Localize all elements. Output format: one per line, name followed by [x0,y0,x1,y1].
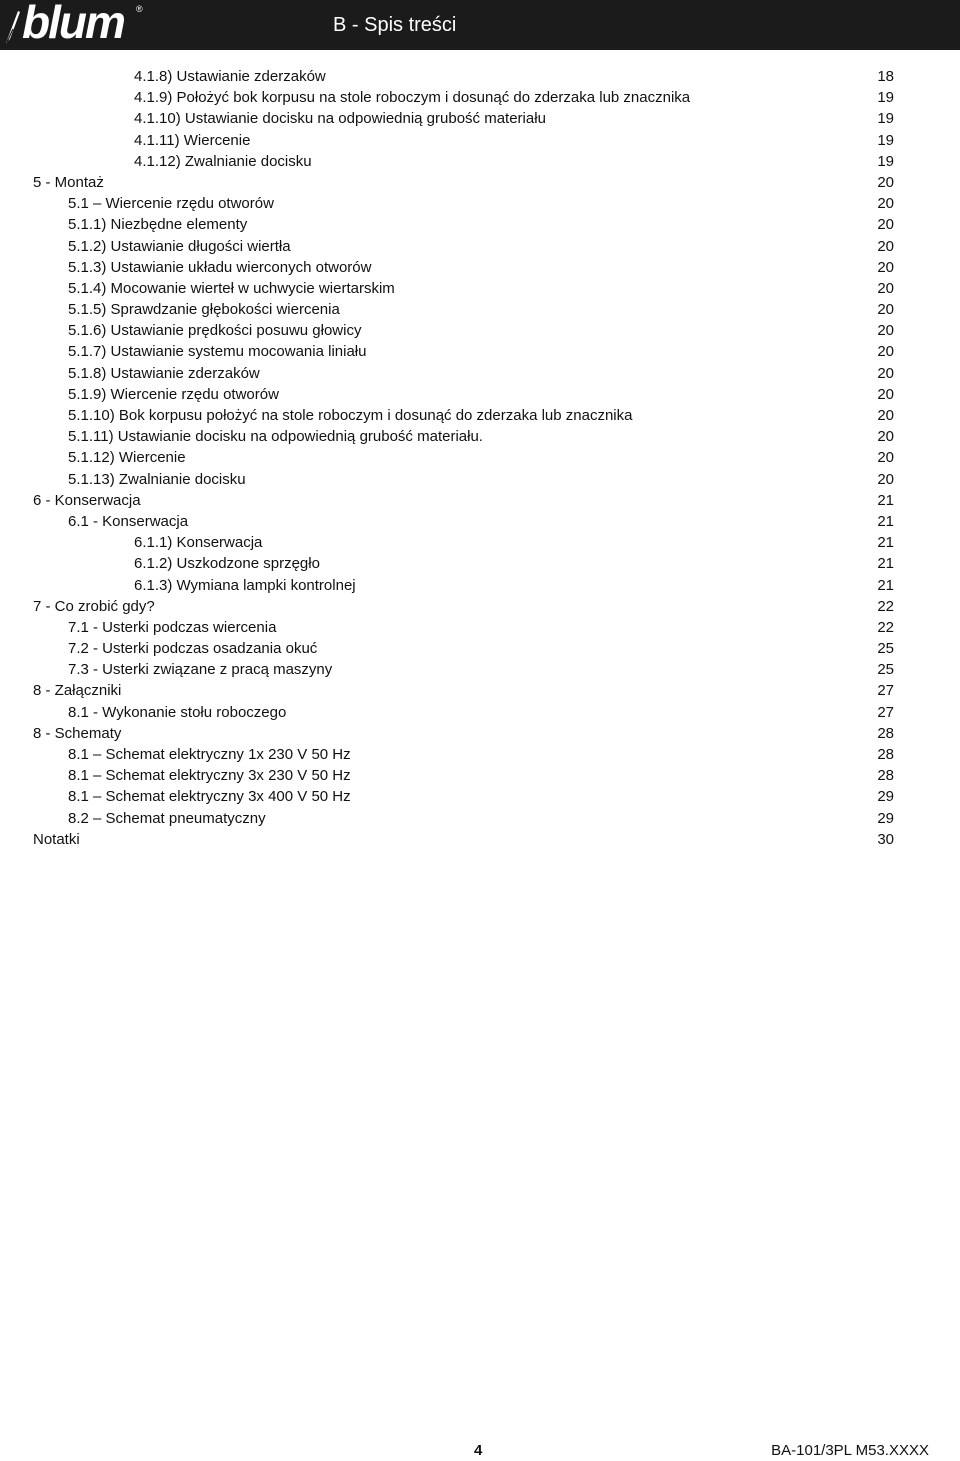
toc-entry-page: 28 [877,746,894,763]
toc-entry-title: 8.2 – Schemat pneumatyczny [68,809,266,827]
toc-entry-title: 4.1.11) Wiercenie [134,131,251,149]
toc-entry[interactable] [0,87,960,108]
toc-entry-page: 21 [877,491,894,509]
toc-entry[interactable] [0,808,960,829]
toc-entry-title: 8 - Schematy [33,724,122,742]
toc-entry-page: 20 [877,343,894,361]
document-code: BA-101/3PL M53.XXXX [771,1442,929,1459]
toc-entry-page: 18 [877,68,894,85]
toc-entry[interactable] [0,426,960,447]
toc-entry-page: 20 [877,173,894,191]
toc-entry-page: 19 [877,152,894,170]
toc-entry-page: 20 [877,322,894,340]
toc-entry-page: 20 [877,258,894,276]
toc-entry-page: 19 [877,131,894,149]
registered-mark: ® [136,4,143,14]
toc-entry-title: 8.1 - Wykonanie stołu roboczego [68,703,287,721]
toc-entry[interactable] [0,172,960,193]
toc-entry-page: 25 [877,640,894,658]
toc-entry[interactable] [0,447,960,468]
toc-entry[interactable] [0,236,960,257]
toc-entry-page: 29 [877,809,894,827]
toc-entry-title: 6.1.2) Uszkodzone sprzęgło [134,555,320,573]
toc-entry-page: 20 [877,301,894,319]
toc-entry-page: 20 [877,237,894,255]
toc-entry-title: 6 - Konserwacja [33,491,141,509]
toc-entry-page: 28 [877,767,894,785]
toc-entry[interactable] [0,108,960,129]
toc-entry-page: 30 [877,830,894,848]
toc-entry-title: 5.1 – Wiercenie rzędu otworów [68,195,274,213]
toc-entry-title: 5 - Montaż [33,173,104,191]
logo-wordmark: blum [22,0,124,48]
toc-entry-title: 8.1 – Schemat elektryczny 1x 230 V 50 Hz [68,746,351,763]
toc-entry-title: 5.1.5) Sprawdzanie głębokości wiercenia [68,301,340,319]
toc-entry[interactable] [0,214,960,235]
toc-entry-title: 7.1 - Usterki podczas wiercenia [68,618,277,636]
toc-entry-title: Notatki [33,830,80,848]
toc-entry[interactable] [0,532,960,553]
toc-entry-page: 27 [877,682,894,700]
blum-logo-mark-icon [4,9,22,45]
toc-entry-title: 4.1.10) Ustawianie docisku na odpowiednią grubość materiału [134,110,546,128]
page-title: B - Spis treści [333,14,457,36]
toc-entry-title: 7.2 - Usterki podczas osadzania okuć [68,640,318,658]
toc-entry[interactable] [0,659,960,680]
toc-entry[interactable] [0,320,960,341]
toc-entry-page: 29 [877,788,894,806]
toc-entry[interactable] [0,786,960,807]
toc-entry[interactable] [0,66,960,87]
toc-entry[interactable] [0,341,960,362]
toc-entry[interactable] [0,469,960,490]
toc-entry[interactable] [0,384,960,405]
toc-entry-title: 5.1.2) Ustawianie długości wiertła [68,237,291,255]
toc-entry-title: 4.1.9) Położyć bok korpusu na stole roboczym i dosunąć do zderzaka lub znacznika [134,89,691,107]
toc-entry-title: 5.1.1) Niezbędne elementy [68,216,248,234]
toc-entry-title: 6.1 - Konserwacja [68,512,189,530]
toc-entry-page: 20 [877,385,894,403]
toc-entry-title: 5.1.13) Zwalnianie docisku [68,470,246,488]
page-header [0,0,960,50]
toc-entry[interactable] [0,596,960,617]
toc-entry-title: 8.1 – Schemat elektryczny 3x 230 V 50 Hz [68,767,351,785]
toc-entry-page: 22 [877,597,894,615]
toc-entry[interactable] [0,829,960,850]
toc-entry-title: 5.1.8) Ustawianie zderzaków [68,364,260,382]
toc-entry-page: 20 [877,279,894,297]
toc-entry-title: 5.1.6) Ustawianie prędkości posuwu głowicy [68,322,362,340]
toc-entry-page: 27 [877,703,894,721]
toc-entry[interactable] [0,765,960,786]
toc-entry-page: 20 [877,216,894,234]
toc-entry[interactable] [0,299,960,320]
toc-entry-page: 20 [877,364,894,382]
toc-entry[interactable] [0,151,960,172]
toc-entry-title: 5.1.7) Ustawianie systemu mocowania liniału [68,343,367,361]
toc-entry-title: 8 - Załączniki [33,682,122,700]
toc-entry[interactable] [0,130,960,151]
toc-entry-page: 28 [877,724,894,742]
toc-entry-page: 20 [877,407,894,424]
toc-entry-title: 7 - Co zrobić gdy? [33,597,155,615]
toc-entry-page: 21 [877,576,894,594]
toc-entry[interactable] [0,511,960,532]
toc-entry[interactable] [0,575,960,596]
toc-entry-title: 7.3 - Usterki związane z pracą maszyny [68,661,333,679]
toc-entry-page: 20 [877,428,894,446]
toc-entry-page: 21 [877,534,894,552]
toc-entry-page: 20 [877,449,894,467]
toc-entry-page: 21 [877,555,894,573]
toc-entry-title: 5.1.12) Wiercenie [68,449,186,467]
toc-entry[interactable] [0,490,960,511]
toc-entry-title: 5.1.3) Ustawianie układu wierconych otworów [68,258,372,276]
toc-entry-page: 19 [877,110,894,128]
toc-entry-title: 8.1 – Schemat elektryczny 3x 400 V 50 Hz [68,788,351,806]
toc-entry-page: 19 [877,89,894,107]
toc-entry-title: 6.1.1) Konserwacja [134,534,263,552]
toc-entry-page: 21 [877,512,894,530]
toc-entry-title: 4.1.8) Ustawianie zderzaków [134,68,326,85]
toc-entry-title: 5.1.11) Ustawianie docisku na odpowiednią grubość materiału. [68,428,483,446]
toc-entry-title: 5.1.9) Wiercenie rzędu otworów [68,385,279,403]
toc-entry[interactable] [0,363,960,384]
toc-entry[interactable] [0,744,960,765]
toc-entry[interactable] [0,702,960,723]
blum-logo [4,0,154,48]
toc-entry[interactable] [0,680,960,701]
toc-entry[interactable] [0,193,960,214]
toc-entry-page: 20 [877,195,894,213]
toc-entry[interactable] [0,638,960,659]
toc-entry-title: 4.1.12) Zwalnianie docisku [134,152,312,170]
toc-entry[interactable] [0,723,960,744]
toc-entry-title: 5.1.10) Bok korpusu położyć na stole roboczym i dosunąć do zderzaka lub znacznika [68,407,633,424]
toc-entry-page: 25 [877,661,894,679]
table-of-contents [0,66,960,850]
toc-entry[interactable] [0,405,960,426]
toc-entry[interactable] [0,257,960,278]
toc-entry-title: 6.1.3) Wymiana lampki kontrolnej [134,576,356,594]
toc-entry-title: 5.1.4) Mocowanie wierteł w uchwycie wiertarskim [68,279,395,297]
toc-entry-page: 22 [877,618,894,636]
toc-entry[interactable] [0,553,960,574]
page-number: 4 [474,1442,483,1459]
toc-entry[interactable] [0,617,960,638]
toc-entry[interactable] [0,278,960,299]
toc-entry-page: 20 [877,470,894,488]
